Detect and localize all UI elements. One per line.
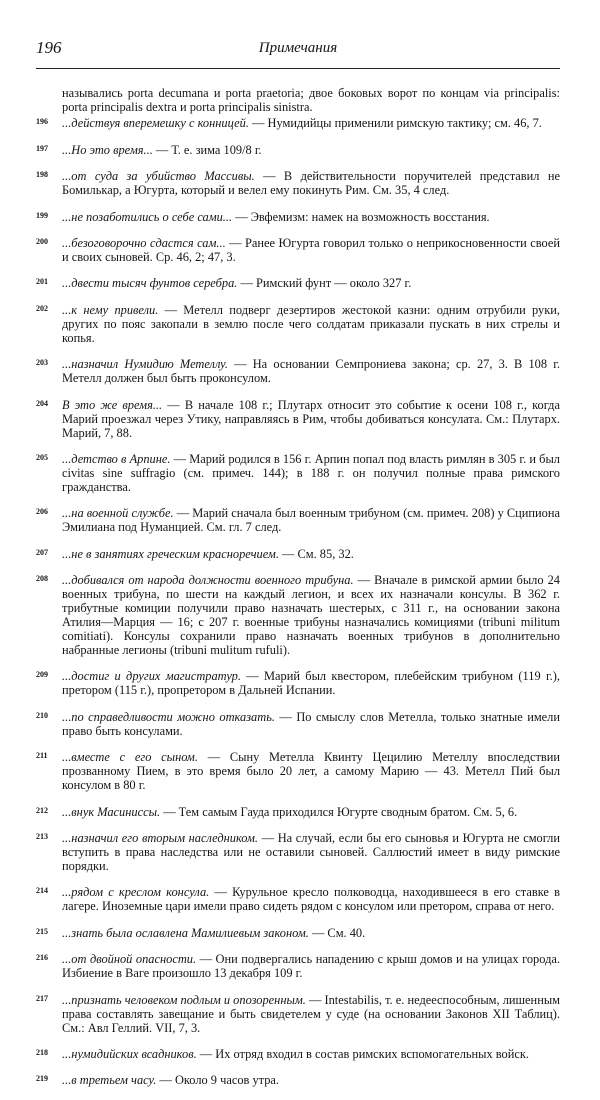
note-number: 218 bbox=[36, 1047, 48, 1057]
note-number: 196 bbox=[36, 117, 48, 127]
note-number: 216 bbox=[36, 953, 48, 963]
note-text: — Марий родился в 156 г. Арпин попал под власть римлян в 305 г. и был civitas sine suffragio (см. примеч. 144); в 188 г. он получил полные права римского гражданства. bbox=[62, 451, 560, 494]
note-lemma: ...назначил Нумидию Метеллу. bbox=[62, 357, 228, 372]
note-217 bbox=[36, 993, 560, 1035]
note-number: 210 bbox=[36, 710, 48, 720]
note-text: назывались porta decumana и porta praetoria; двое боковых ворот по концам via principalis: porta principalis dextra и porta principalis sinistra. bbox=[62, 86, 560, 115]
note-number: 199 bbox=[36, 210, 48, 220]
note-lemma: ...от суда за убийство Массивы. bbox=[62, 169, 255, 184]
note-number: 205 bbox=[36, 452, 48, 462]
note-text: — Тем самым Гауда приходился Югурте сводным братом. См. 5, 6. bbox=[160, 804, 518, 819]
note-215 bbox=[36, 926, 560, 940]
note-197 bbox=[36, 143, 560, 157]
note-number: 212 bbox=[36, 805, 48, 815]
note-lemma: ...вместе с его сыном. bbox=[62, 750, 198, 765]
note-text: — Вначале в римской армии было 24 военных трибуна, по шести на каждый легион, и всех их назначали консулы. В 362 г. трибутные комиции получили право назначать шестерых, с 311 г., на основании закона Атилия—Марция — 16; с 207 г. военные трибуны назначались комициями (tribuni militum comitiati). Консулы сохранили право назначать военных трибунов в дополнительно набранные легионы (tribuni mulitum rufuli). bbox=[62, 573, 560, 658]
note-text: — Римский фунт — около 327 г. bbox=[237, 276, 412, 291]
note-text: — Они подвергались нападению с крыш домов и на улицах города. Избиение в Ваге произошло 13 декабря 109 г. bbox=[62, 952, 560, 981]
note-lemma: ...от двойной опасности. bbox=[62, 952, 197, 967]
note-218 bbox=[36, 1047, 560, 1061]
note-text: — См. 85, 32. bbox=[278, 546, 354, 561]
note-number: 198 bbox=[36, 170, 48, 180]
note-number: 201 bbox=[36, 277, 48, 287]
note-211 bbox=[36, 750, 560, 792]
note-number: 204 bbox=[36, 398, 48, 408]
note-number: 211 bbox=[36, 751, 48, 761]
note-text: — Курульное кресло полководца, находившееся в его ставке в лагере. Иноземные цари имели право сидеть рядом с консулом или претором, справа от него. bbox=[62, 885, 560, 914]
note-lemma: ...действуя вперемешку с конницей. bbox=[62, 116, 249, 131]
note-198 bbox=[36, 169, 560, 197]
note-212 bbox=[36, 805, 560, 819]
note-lemma: ...по справедливости можно отказать. bbox=[62, 709, 275, 724]
note-text: — В начале 108 г.; Плутарх относит это событие к осени 108 г., когда Марий проезжал через Утику, направляясь в Рим, чтобы добиваться консулата. См.: Плутарх. Марий, 7, 88. bbox=[62, 397, 560, 440]
note-lemma: ...достиг и других магистратур. bbox=[62, 669, 241, 684]
running-head: Примечания bbox=[258, 40, 338, 56]
note-number: 217 bbox=[36, 993, 48, 1003]
notes-list bbox=[36, 74, 560, 1100]
note-196 bbox=[36, 116, 560, 130]
note-number: 219 bbox=[36, 1074, 48, 1084]
note-lemma: ...добивался от народа должности военного трибуна. bbox=[62, 573, 354, 588]
page-number: 196 bbox=[36, 38, 62, 57]
note-208 bbox=[36, 573, 560, 657]
note-text: — Марий был квестором, плебейским трибуном (119 г.), претором (115 г.), пропретором в Дальней Испании. bbox=[62, 669, 560, 698]
page-header bbox=[36, 24, 560, 69]
note-text: — Сыну Метелла Квинту Цецилию Метеллу впоследствии прозванному Пием, в это время было 20 лет, а самому Марию — 43. Метелл Пий был консулом в 80 г. bbox=[62, 750, 560, 793]
note-number: 215 bbox=[36, 926, 48, 936]
note-number: 203 bbox=[36, 358, 48, 368]
note-text: — Их отряд входил в состав римских вспомогательных войск. bbox=[196, 1046, 529, 1061]
note-text: — Ранее Югурта говорил только о неприкосновенности своей и своих сыновей. Ср. 46, 2; 47, 3. bbox=[62, 235, 560, 264]
note-lemma: ...внук Масиниссы. bbox=[62, 804, 161, 819]
note-text: — В действительности поручителей представил не Бомилькар, а Югурта, который и велел ему покинуть Рим. См. 35, 4 след. bbox=[62, 169, 560, 198]
note-201 bbox=[36, 276, 560, 290]
note-lemma: ...безоговорочно сдастся сам... bbox=[62, 235, 226, 250]
note-text: — На основании Семпрониева закона; ср. 27, 3. В 108 г. Метелл должен был быть проконсулом. bbox=[62, 357, 560, 386]
note-number: 214 bbox=[36, 886, 48, 896]
note-209 bbox=[36, 669, 560, 697]
note-lemma: ...к нему привели. bbox=[62, 302, 159, 317]
note-216 bbox=[36, 952, 560, 980]
note-text: — Т. е. зима 109/8 г. bbox=[152, 142, 262, 157]
note-lemma: ...двести тысяч фунтов серебра. bbox=[62, 276, 238, 291]
note-text: — Метелл подверг дезертиров жестокой казни: одним отрубили руки, других по пояс закопали в землю после чего солдатам приказали пускать в них стрелы и копья. bbox=[62, 302, 560, 345]
note-text: — Нумидийцы применили римскую тактику; см. 46, 7. bbox=[248, 116, 542, 131]
note-199 bbox=[36, 210, 560, 224]
note-lemma: ...знать была ославлена Мамилиевым законом. bbox=[62, 925, 309, 940]
note-204 bbox=[36, 398, 560, 440]
note-lemma: ...назначил его вторым наследником. bbox=[62, 831, 259, 846]
note-200 bbox=[36, 236, 560, 264]
note-lemma: ...нумидийских всадников. bbox=[62, 1046, 197, 1061]
note-lemma: ...Но это время... bbox=[62, 142, 153, 157]
note-text: — Intestabilis, т. е. недееспособным, лишенным права составлять завещание и быть свидетелем у суде (на основании Законов XII Таблиц). См.: Авл Геллий. VII, 7, 3. bbox=[62, 992, 560, 1035]
note-number: 213 bbox=[36, 832, 48, 842]
note-206 bbox=[36, 506, 560, 534]
note-203 bbox=[36, 357, 560, 385]
note-number: 206 bbox=[36, 507, 48, 517]
note-219 bbox=[36, 1073, 560, 1087]
note-text: — Около 9 часов утра. bbox=[156, 1073, 280, 1088]
note-207 bbox=[36, 547, 560, 561]
note-continuation bbox=[36, 86, 560, 114]
note-text: — Марий сначала был военным трибуном (см. примеч. 208) у Сципиона Эмилиана под Нуманцией. См. гл. 7 след. bbox=[62, 506, 561, 535]
note-number: 197 bbox=[36, 143, 48, 153]
note-text: — По смыслу слов Метелла, только знатные имели право быть консулами. bbox=[62, 709, 560, 738]
note-number: 200 bbox=[36, 236, 48, 246]
note-number: 207 bbox=[36, 547, 48, 557]
note-205 bbox=[36, 452, 560, 494]
note-lemma: В это же время... bbox=[62, 397, 163, 412]
note-213 bbox=[36, 831, 560, 873]
note-lemma: ...признать человеком подлым и опозоренным. bbox=[62, 992, 306, 1007]
note-lemma: ...рядом с креслом консула. bbox=[62, 885, 210, 900]
note-214 bbox=[36, 885, 560, 913]
note-210 bbox=[36, 710, 560, 738]
note-lemma: ...на военной службе. bbox=[62, 506, 174, 521]
note-lemma: ...не позаботились о себе сами... bbox=[62, 209, 233, 224]
note-lemma: ...не в занятиях греческим красноречием. bbox=[62, 546, 279, 561]
note-text: — На случай, если бы его сыновья и Югурта не смогли вступить в права наследства или не оставили сыновей. Саллюстий имеет в виду римские порядки. bbox=[62, 831, 560, 874]
note-number: 202 bbox=[36, 303, 48, 313]
note-lemma: ...в третьем часу. bbox=[62, 1073, 157, 1088]
note-number: 208 bbox=[36, 574, 48, 584]
note-text: — См. 40. bbox=[308, 925, 366, 940]
note-202 bbox=[36, 303, 560, 345]
note-text: — Эвфемизм: намек на возможность восстания. bbox=[232, 209, 490, 224]
note-lemma: ...детство в Арпине. bbox=[62, 451, 171, 466]
note-number: 209 bbox=[36, 670, 48, 680]
